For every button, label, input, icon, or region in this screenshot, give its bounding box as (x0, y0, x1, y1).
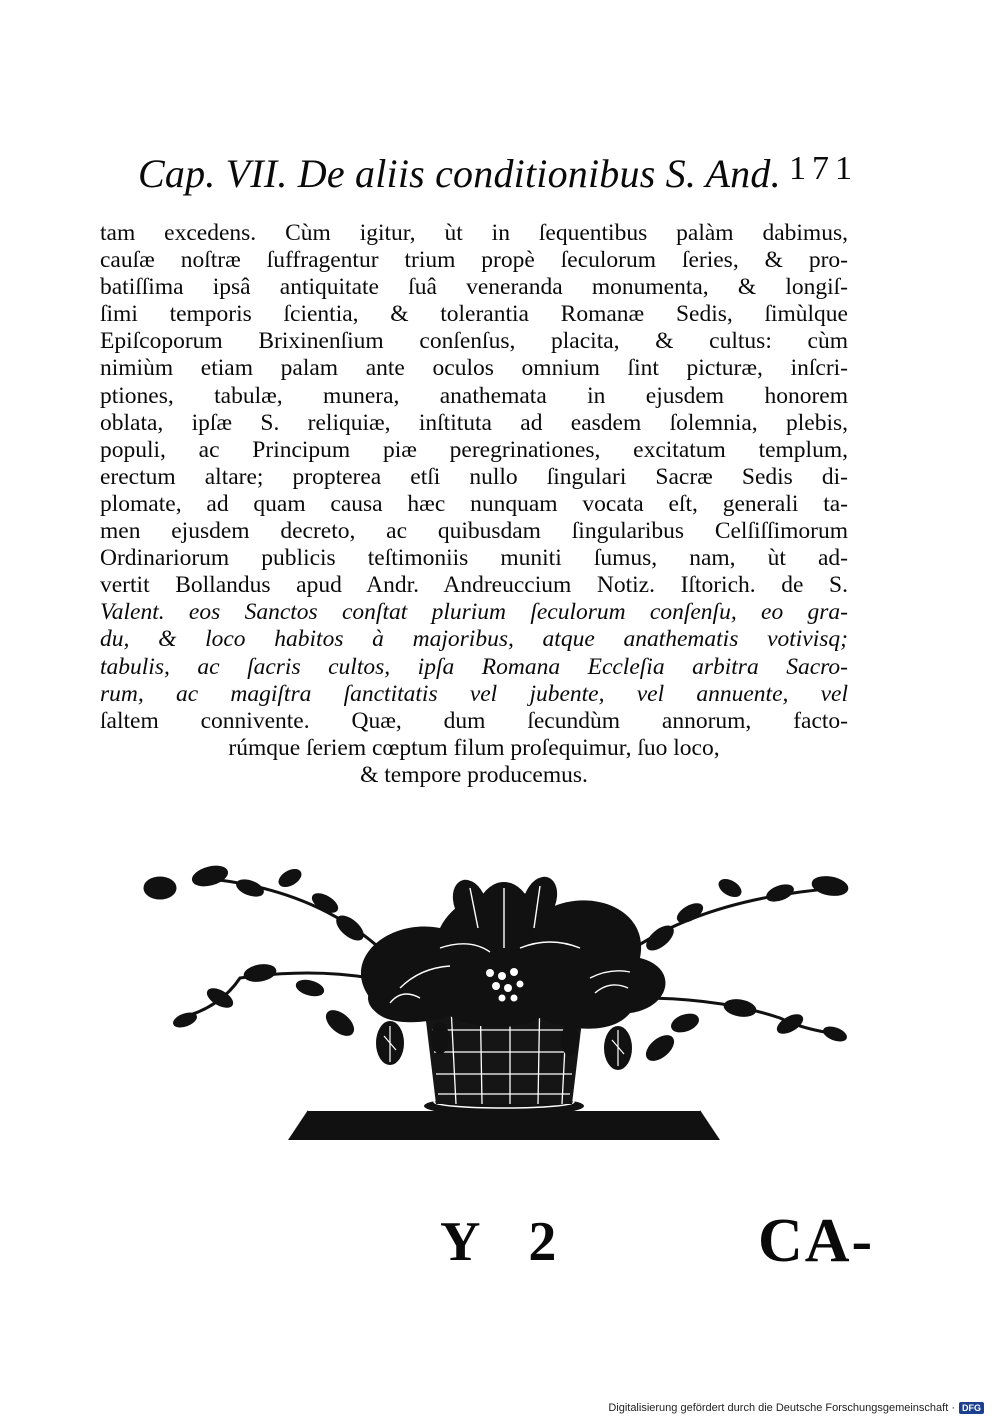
text-line: Ordinariorum publicis teſtimoniis muniti ſumus, nam, ùt ad- (100, 545, 848, 572)
text-line: men ejusdem decreto, ac quibusdam ſingularibus Celſiſſimorum (100, 518, 848, 545)
text-line: batiſſima ipsâ antiquitate ſuâ veneranda monumenta, & longiſ- (100, 274, 848, 301)
dfg-logo: DFG (959, 1402, 984, 1414)
text-line: Valent. eos Sanctos conſtat plurium ſeculorum conſenſu, eo gra- (100, 599, 848, 626)
text-line: ſaltem connivente. Quæ, dum ſecundùm annorum, facto- (100, 707, 848, 734)
text-line: plomate, ad quam causa hæc nunquam vocata eſt, generali ta- (100, 490, 848, 517)
page-number: 171 (789, 150, 858, 187)
credit-text: Digitalisierung gefördert durch die Deutsche Forschungsgemeinschaft · (608, 1402, 955, 1414)
text-line: nimiùm etiam palam ante oculos omnium ſint picturæ, inſcri- (100, 355, 848, 382)
text-line: rum, ac magiſtra ſanctitatis vel jubente, vel annuente, vel (100, 680, 848, 707)
text-line: du, & loco habitos à majoribus, atque anathematis votivisq; (100, 626, 848, 653)
body-text (100, 220, 848, 789)
text-line: cauſæ noſtræ ſuffragentur trium propè ſeculorum ſeries, & pro- (100, 247, 848, 274)
floral-basket-ornament (140, 848, 860, 1158)
text-line: oblata, ipſæ S. reliquiæ, inſtituta ad easdem ſolemnia, plebis, (100, 409, 848, 436)
catchword: CA- (758, 1207, 875, 1275)
signature-mark: Y 2 (440, 1211, 575, 1273)
text-line: erectum altare; propterea etſi nullo ſingulari Sacræ Sedis di- (100, 463, 848, 490)
text-line: tam excedens. Cùm igitur, ùt in ſequentibus palàm dabimus, (100, 220, 848, 246)
text-line: Epiſcoporum Brixinenſium conſenſus, placita, & cultus: cùm (100, 328, 848, 355)
digitization-credit (608, 1402, 984, 1414)
text-line: ptiones, tabulæ, munera, anathemata in ejusdem honorem (100, 382, 848, 409)
running-head (138, 150, 858, 197)
text-line: & tempore producemus. (360, 761, 588, 788)
text-line: ſimi temporis ſcientia, & tolerantia Romanæ Sedis, ſimùlque (100, 301, 848, 328)
text-line: rúmque ſeriem cœptum filum proſequimur, ſuo loco, (228, 734, 720, 761)
text-line: populi, ac Principum piæ peregrinationes, excitatum templum, (100, 436, 848, 463)
text-line: vertit Bollandus apud Andr. Andreuccium Notiz. Iſtorich. de S. (100, 572, 848, 599)
running-head-title: Cap. VII. De aliis conditionibus S. And. (138, 151, 781, 196)
text-line: tabulis, ac ſacris cultos, ipſa Romana Eccleſia arbitra Sacro- (100, 653, 848, 680)
